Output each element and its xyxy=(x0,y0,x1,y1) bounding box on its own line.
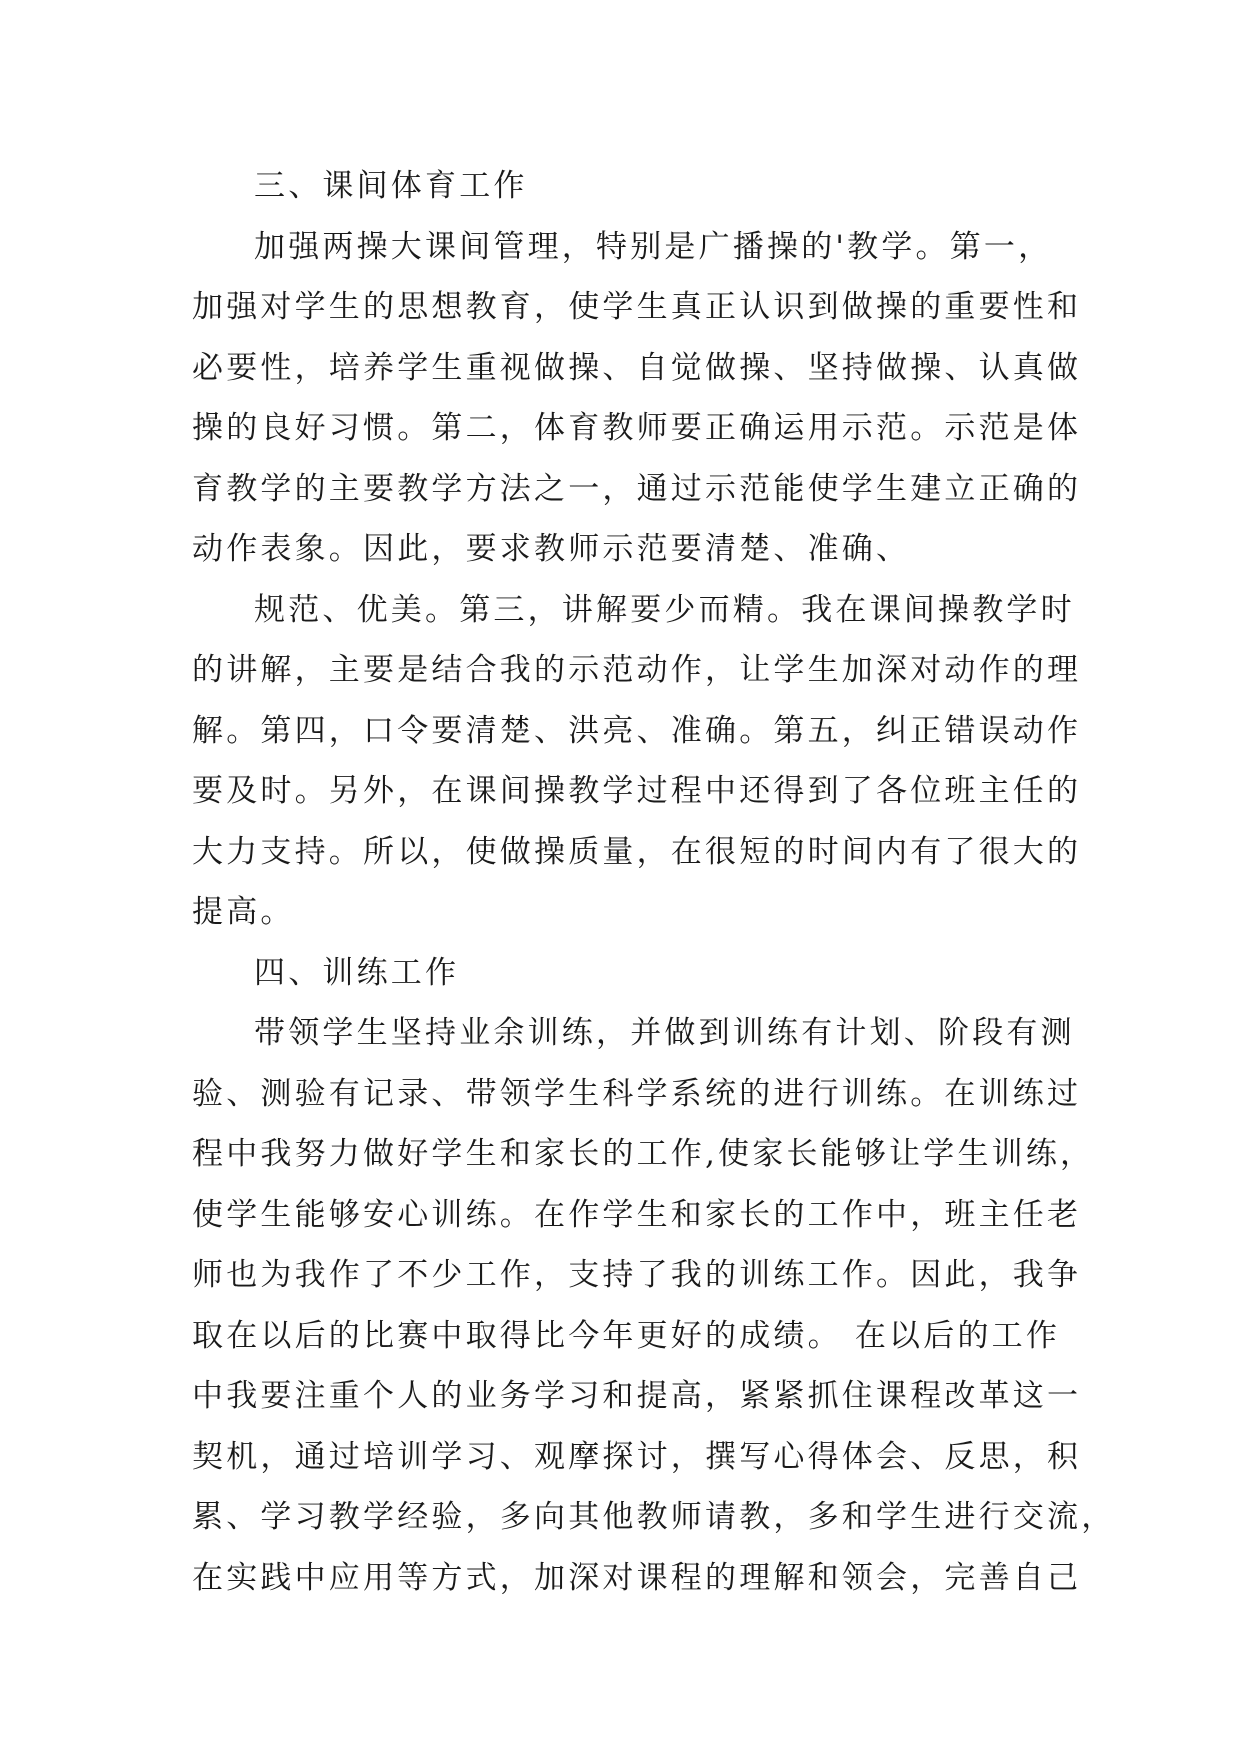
paragraph-line: 取在以后的比赛中取得比今年更好的成绩。 在以后的工作 xyxy=(192,1317,1061,1354)
paragraph-line: 使学生能够安心训练。在作学生和家长的工作中，班主任老 xyxy=(192,1196,1082,1233)
paragraph-line: 操的良好习惯。第二，体育教师要正确运用示范。示范是体 xyxy=(192,410,1082,446)
section-heading-3: 三、课间体育工作 xyxy=(254,168,528,204)
paragraph-line: 程中我努力做好学生和家长的工作,使家长能够让学生训练， xyxy=(192,1136,1095,1172)
paragraph-line: 中我要注重个人的业务学习和提高，紧紧抓住课程改革这一 xyxy=(192,1378,1082,1414)
paragraph-line: 验、测验有记录、带领学生科学系统的进行训练。在训练过 xyxy=(192,1075,1082,1112)
paragraph-line: 累、学习教学经验，多向其他教师请教，多和学生进行交流， xyxy=(192,1499,1116,1535)
paragraph-line: 的讲解，主要是结合我的示范动作，让学生加深对动作的理 xyxy=(192,652,1082,688)
paragraph-line: 必要性，培养学生重视做操、自觉做操、坚持做操、认真做 xyxy=(192,349,1082,386)
paragraph-line: 规范、优美。第三，讲解要少而精。我在课间操教学时 xyxy=(254,591,1075,628)
paragraph-line: 在实践中应用等方式，加深对课程的理解和领会，完善自己 xyxy=(192,1559,1082,1596)
document-body xyxy=(192,156,1116,1608)
paragraph-line: 动作表象。因此，要求教师示范要清楚、准确、 xyxy=(192,531,911,567)
paragraph-line: 提高。 xyxy=(192,894,295,930)
paragraph-line: 育教学的主要教学方法之一，通过示范能使学生建立正确的 xyxy=(192,470,1082,507)
paragraph-line: 加强两操大课间管理，特别是广播操的'教学。第一， xyxy=(254,228,1053,265)
paragraph-line: 带领学生坚持业余训练，并做到训练有计划、阶段有测 xyxy=(254,1015,1075,1051)
paragraph-line: 加强对学生的思想教育，使学生真正认识到做操的重要性和 xyxy=(192,289,1082,325)
paragraph-line: 师也为我作了不少工作，支持了我的训练工作。因此，我争 xyxy=(192,1257,1082,1293)
paragraph-line: 契机，通过培训学习、观摩探讨，撰写心得体会、反思，积 xyxy=(192,1438,1082,1475)
paragraph-line: 解。第四，口令要清楚、洪亮、准确。第五，纠正错误动作 xyxy=(192,712,1082,749)
paragraph-line: 大力支持。所以，使做操质量，在很短的时间内有了很大的 xyxy=(192,833,1082,870)
section-heading-4: 四、训练工作 xyxy=(254,954,460,991)
paragraph-line: 要及时。另外，在课间操教学过程中还得到了各位班主任的 xyxy=(192,773,1082,809)
